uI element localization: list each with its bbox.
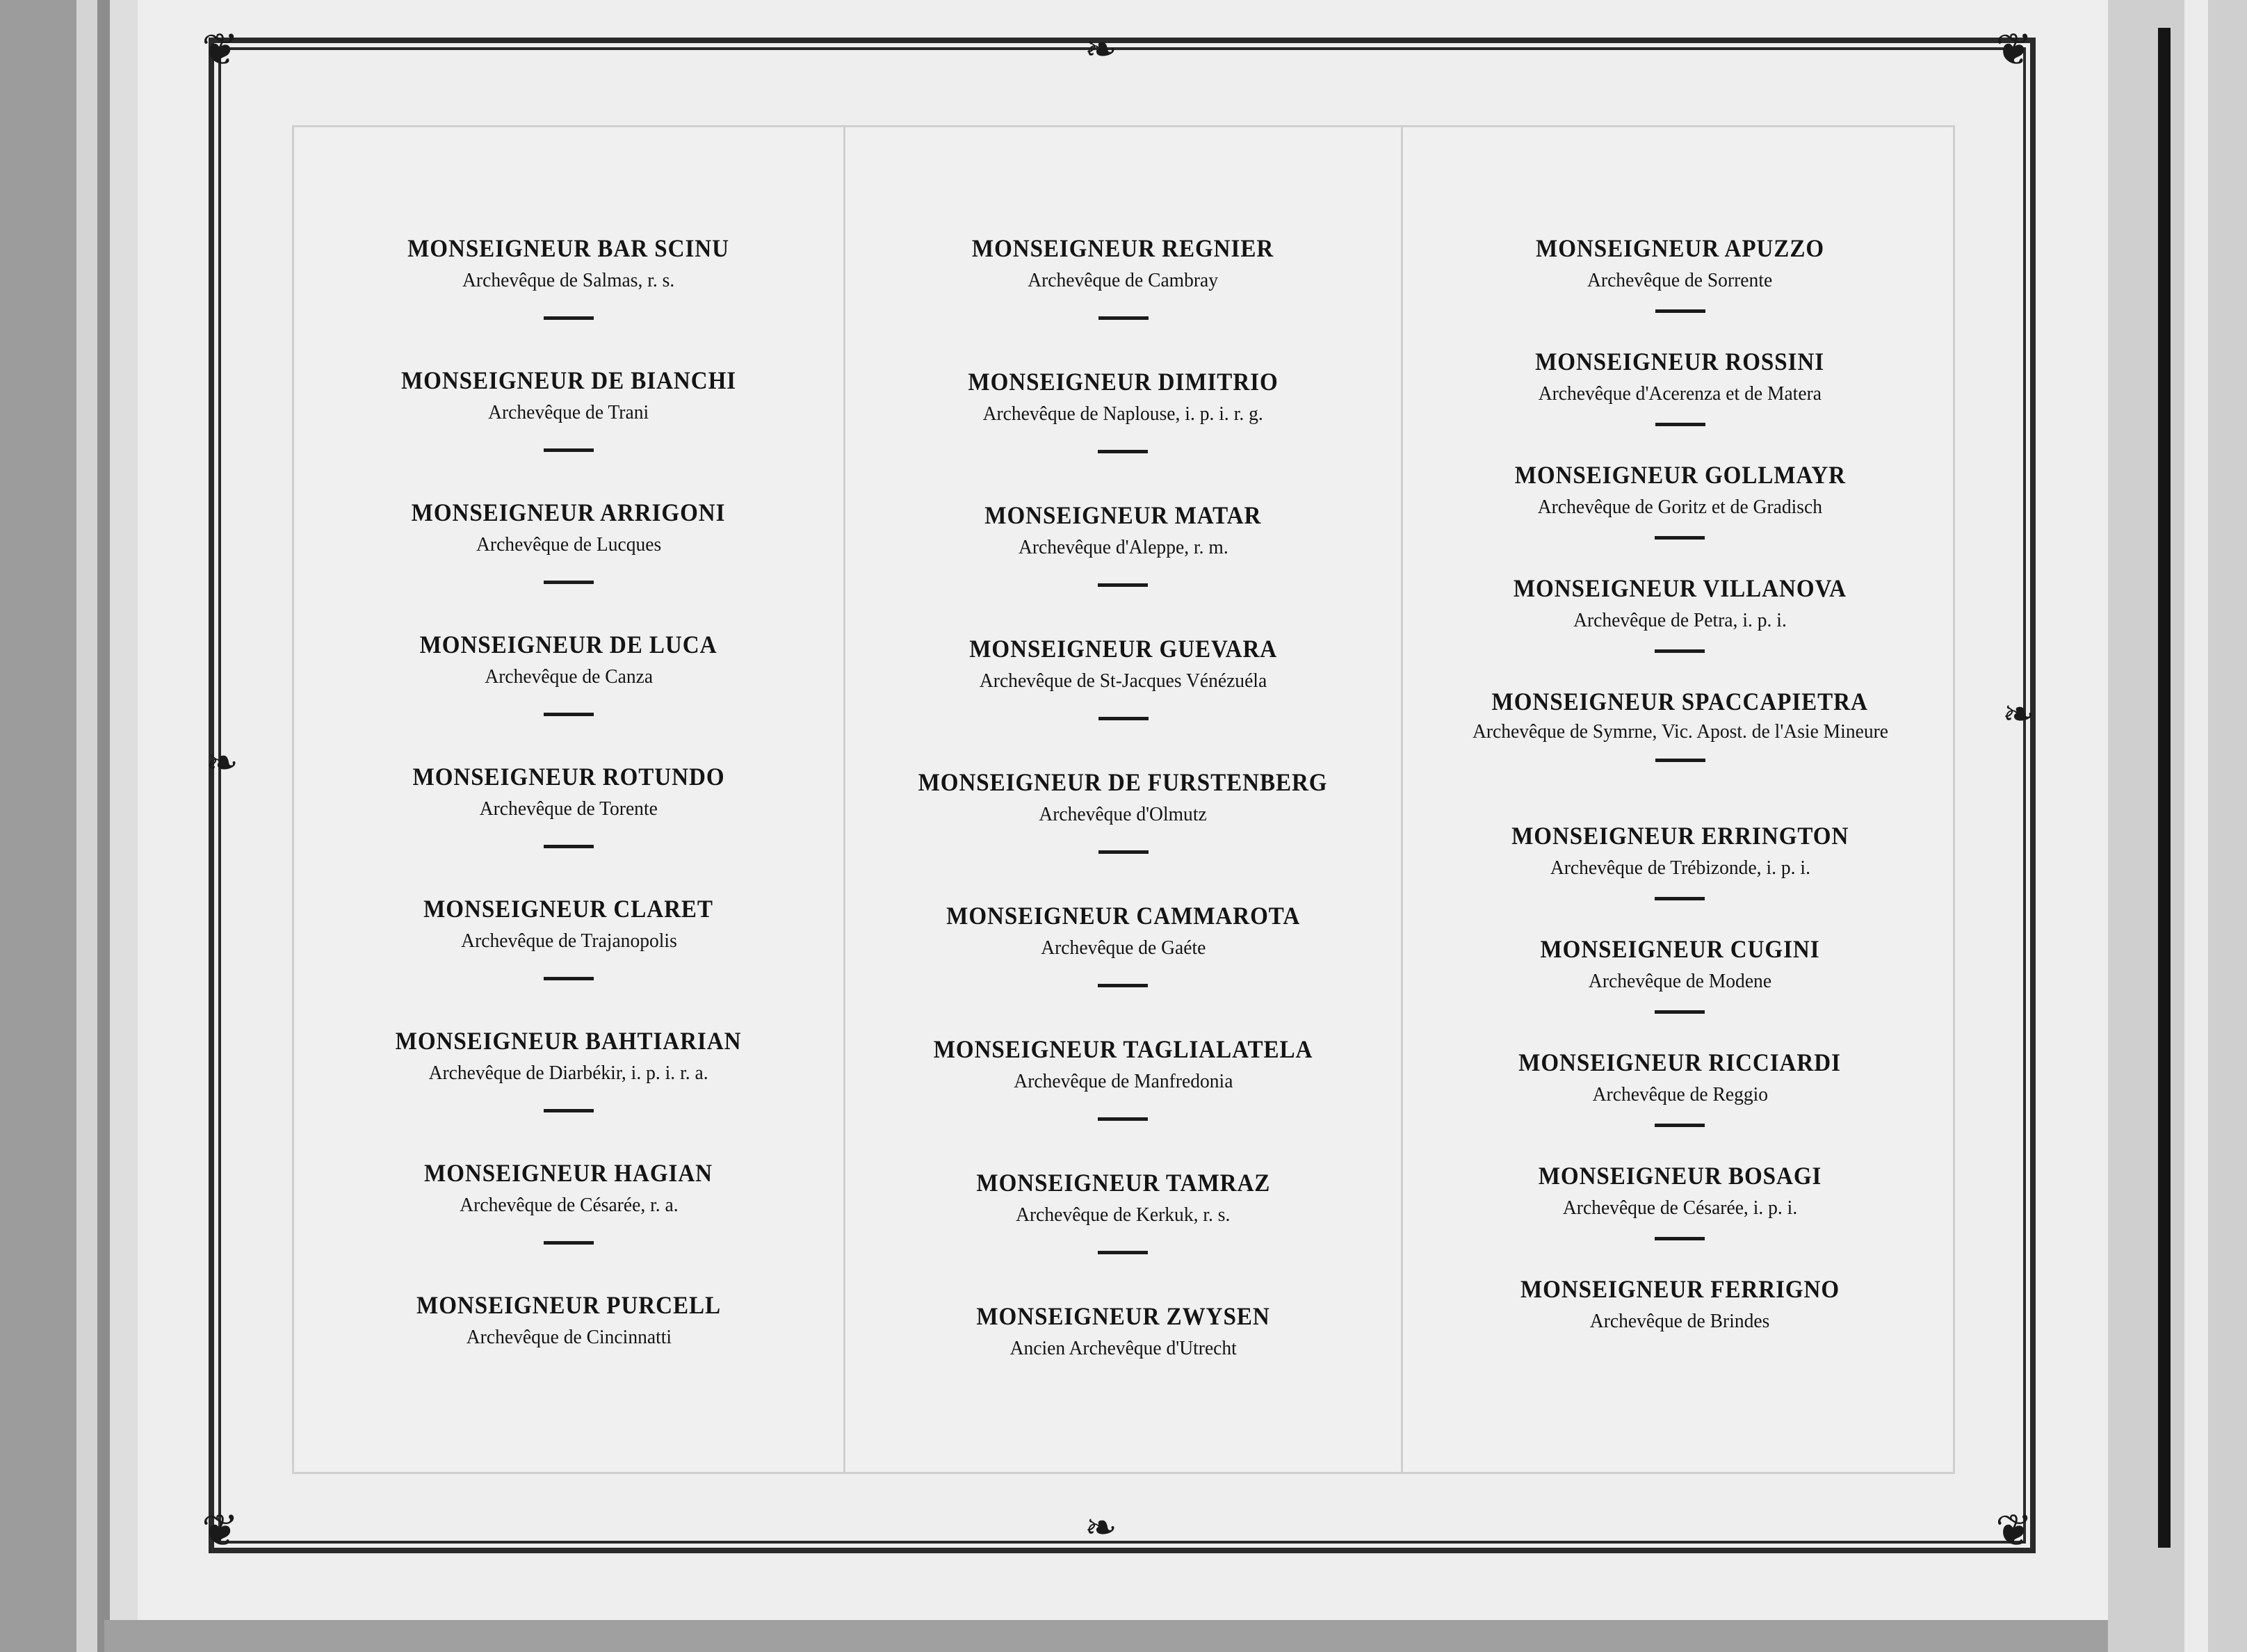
page-margin bbox=[2184, 0, 2208, 1652]
entry-title: Archevêque de Gaéte bbox=[1040, 937, 1206, 959]
list-item bbox=[964, 1301, 1283, 1434]
entry-name: MONSEIGNEUR DE FURSTENBERG bbox=[918, 768, 1328, 796]
entry-name: MONSEIGNEUR SPACCAPIETRA bbox=[1491, 688, 1869, 715]
separator bbox=[1098, 450, 1148, 453]
entry-title: Archevêque de Trébizonde, i. p. i. bbox=[1550, 857, 1810, 879]
entry-name: MONSEIGNEUR FERRIGNO bbox=[1520, 1275, 1840, 1303]
list-item bbox=[1507, 1274, 1853, 1387]
entry-title: Archevêque de St-Jacques Vénézuéla bbox=[979, 670, 1267, 692]
separator bbox=[1655, 1010, 1705, 1014]
entry-title: Archevêque de Lucques bbox=[476, 533, 662, 556]
entry-title: Archevêque de Torente bbox=[479, 797, 658, 820]
list-item bbox=[412, 1158, 725, 1290]
entry-name: MONSEIGNEUR DE BIANCHI bbox=[400, 366, 737, 394]
list-item bbox=[956, 633, 1290, 767]
separator bbox=[1098, 1251, 1148, 1254]
entry-name: MONSEIGNEUR ZWYSEN bbox=[976, 1302, 1270, 1330]
list-item bbox=[387, 365, 751, 497]
page-gutter bbox=[2158, 28, 2171, 1548]
scroll-ornament-icon: ❧ bbox=[206, 740, 238, 786]
separator bbox=[1655, 1124, 1705, 1127]
entry-name: MONSEIGNEUR RICCIARDI bbox=[1518, 1048, 1842, 1076]
separator bbox=[1098, 1117, 1148, 1121]
separator bbox=[544, 845, 594, 848]
entry-title: Archevêque de Kerkuk, r. s. bbox=[1016, 1204, 1231, 1226]
corner-ornament-icon: ❦ bbox=[202, 1505, 239, 1557]
entry-name: MONSEIGNEUR DE LUCA bbox=[420, 631, 717, 658]
entry-title: Archevêque de Trajanopolis bbox=[460, 930, 677, 952]
entry-name: MONSEIGNEUR MATAR bbox=[984, 501, 1262, 529]
entry-title: Archevêque de Naplouse, i. p. i. r. g. bbox=[982, 403, 1264, 425]
entry-title: Archevêque de Sorrente bbox=[1587, 269, 1773, 291]
entry-name: MONSEIGNEUR DIMITRIO bbox=[968, 368, 1279, 396]
list-item bbox=[1528, 934, 1832, 1047]
entry-title: Archevêque de Manfredonia bbox=[1013, 1070, 1233, 1092]
entry-title: Archevêque de Césarée, i. p. i. bbox=[1562, 1197, 1798, 1219]
list-item bbox=[1499, 573, 1861, 686]
separator bbox=[1098, 316, 1149, 320]
list-item bbox=[394, 233, 743, 365]
separator bbox=[544, 316, 594, 320]
entry-name: MONSEIGNEUR VILLANOVA bbox=[1513, 574, 1847, 602]
list-item bbox=[1523, 346, 1837, 460]
entry-title: Archevêque de Cincinnatti bbox=[466, 1326, 672, 1348]
separator bbox=[544, 1109, 594, 1112]
entry-title: Archevêque de Modene bbox=[1588, 970, 1772, 992]
entry-name: MONSEIGNEUR CLARET bbox=[423, 895, 714, 923]
separator bbox=[544, 448, 594, 452]
entry-name: MONSEIGNEUR APUZZO bbox=[1536, 234, 1824, 262]
entry-name: MONSEIGNEUR ARRIGONI bbox=[412, 499, 726, 526]
list-item bbox=[900, 767, 1345, 900]
list-item bbox=[959, 233, 1287, 366]
entry-title: Archevêque d'Olmutz bbox=[1039, 803, 1208, 825]
archbishops-list bbox=[292, 125, 1955, 1474]
list-item bbox=[1523, 233, 1837, 346]
list-item bbox=[411, 893, 726, 1026]
separator bbox=[1098, 717, 1149, 720]
entry-name: MONSEIGNEUR GOLLMAYR bbox=[1514, 461, 1846, 489]
book-edge bbox=[110, 0, 138, 1652]
entry-name: MONSEIGNEUR REGNIER bbox=[972, 234, 1274, 262]
entry-title: Archevêque de Césarée, r. a. bbox=[459, 1194, 679, 1216]
entry-title: Archevêque de Symrne, Vic. Apost. de l'Asie Mineure bbox=[1472, 720, 1888, 743]
list-item bbox=[917, 1034, 1329, 1167]
entry-name: MONSEIGNEUR TAGLIALATELA bbox=[933, 1035, 1313, 1063]
separator bbox=[1655, 309, 1705, 313]
corner-ornament-icon: ❦ bbox=[1995, 24, 2033, 76]
entry-title: Archevêque de Reggio bbox=[1592, 1083, 1768, 1106]
scroll-ornament-icon: ❧ bbox=[1085, 1505, 1117, 1550]
entry-title: Archevêque d'Aleppe, r. m. bbox=[1018, 536, 1228, 558]
book-edge bbox=[97, 0, 110, 1652]
list-item bbox=[380, 1026, 756, 1158]
separator bbox=[1655, 759, 1705, 762]
entry-name: MONSEIGNEUR HAGIAN bbox=[424, 1159, 713, 1187]
separator bbox=[1655, 423, 1705, 426]
list-item bbox=[398, 497, 739, 629]
page-shadow bbox=[104, 1620, 2143, 1652]
column-right bbox=[1403, 127, 1957, 1472]
scroll-ornament-icon: ❧ bbox=[1085, 27, 1117, 72]
separator bbox=[1655, 897, 1705, 900]
entry-title: Archevêque de Goritz et de Gradisch bbox=[1537, 496, 1823, 518]
scroll-ornament-icon: ❧ bbox=[2002, 692, 2035, 737]
separator bbox=[544, 977, 594, 980]
separator bbox=[1655, 536, 1705, 540]
list-item bbox=[973, 500, 1274, 633]
entry-title: Archevêque de Petra, i. p. i. bbox=[1573, 609, 1787, 631]
list-item bbox=[407, 629, 730, 761]
entry-title: Archevêque d'Acerenza et de Matera bbox=[1538, 382, 1822, 405]
entry-name: MONSEIGNEUR TAMRAZ bbox=[976, 1169, 1270, 1197]
separator bbox=[544, 713, 594, 716]
list-item bbox=[1497, 820, 1863, 934]
next-page-edge bbox=[2108, 0, 2247, 1652]
entry-name: MONSEIGNEUR CUGINI bbox=[1540, 935, 1820, 963]
list-item bbox=[1526, 1160, 1834, 1274]
entry-name: MONSEIGNEUR ERRINGTON bbox=[1511, 822, 1849, 850]
list-item bbox=[403, 1290, 734, 1422]
entry-title: Archevêque de Brindes bbox=[1590, 1310, 1770, 1332]
separator bbox=[1098, 984, 1148, 987]
corner-ornament-icon: ❦ bbox=[202, 24, 239, 76]
corner-ornament-icon: ❦ bbox=[1995, 1505, 2033, 1557]
column-left bbox=[294, 127, 843, 1472]
entry-name: MONSEIGNEUR CAMMAROTA bbox=[946, 902, 1301, 930]
list-item bbox=[964, 1167, 1283, 1301]
entry-name: MONSEIGNEUR BAR SCINU bbox=[407, 234, 730, 262]
entry-name: MONSEIGNEUR GUEVARA bbox=[969, 635, 1277, 663]
column-middle bbox=[843, 127, 1403, 1472]
list-item bbox=[931, 900, 1315, 1034]
separator bbox=[1098, 850, 1149, 854]
book-edge bbox=[76, 0, 97, 1652]
separator bbox=[544, 1241, 594, 1245]
entry-name: MONSEIGNEUR PURCELL bbox=[416, 1291, 721, 1319]
entry-title: Archevêque de Diarbékir, i. p. i. r. a. bbox=[428, 1062, 709, 1084]
list-item bbox=[399, 761, 738, 893]
entry-name: MONSEIGNEUR BOSAGI bbox=[1538, 1162, 1822, 1190]
entry-name: MONSEIGNEUR ROTUNDO bbox=[412, 763, 725, 791]
entry-title: Archevêque de Cambray bbox=[1028, 269, 1219, 291]
separator bbox=[1098, 583, 1148, 587]
entry-name: MONSEIGNEUR ROSSINI bbox=[1535, 348, 1825, 375]
entry-title: Archevêque de Canza bbox=[485, 665, 653, 688]
book-edge bbox=[0, 0, 76, 1652]
separator bbox=[1655, 1237, 1705, 1240]
list-item bbox=[1500, 460, 1860, 573]
list-item bbox=[1437, 686, 1924, 820]
separator bbox=[544, 581, 594, 584]
list-item bbox=[955, 366, 1292, 500]
separator bbox=[1655, 649, 1705, 653]
list-item bbox=[1504, 1047, 1855, 1160]
entry-title: Archevêque de Salmas, r. s. bbox=[462, 269, 675, 291]
entry-title: Archevêque de Trani bbox=[488, 401, 649, 423]
entry-title: Ancien Archevêque d'Utrecht bbox=[1009, 1337, 1237, 1359]
entry-name: MONSEIGNEUR BAHTIARIAN bbox=[396, 1027, 742, 1055]
